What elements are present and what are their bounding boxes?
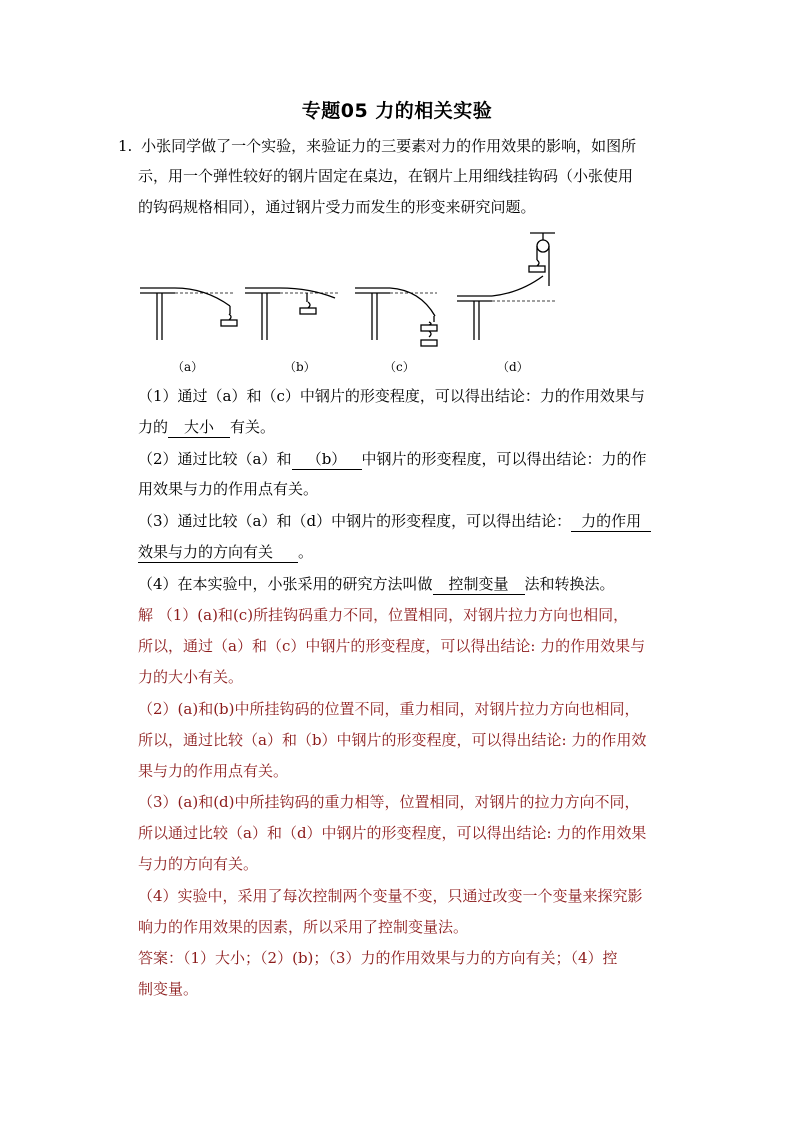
solution-line-4: （2）(a)和(b)中所挂钩码的位置不同，重力相同，对钢片拉力方向也相同，	[138, 700, 640, 718]
part-3-suffix: 。	[298, 543, 314, 561]
part-3-blank-2: 效果与力的方向有关	[138, 542, 298, 563]
setup-c	[355, 288, 437, 346]
solution-line-9: 与力的方向有关。	[138, 855, 259, 873]
part-1-line-2	[138, 417, 678, 438]
question-stem-text: 小张同学做了一个实验，来验证力的三要素对力的作用效果的影响，如图所	[141, 137, 637, 155]
part-4-prefix: （4）在本实验中，小张采用的研究方法叫做	[138, 575, 433, 593]
solution-line-7: （3）(a)和(d)中所挂钩码的重力相等，位置相同，对钢片的拉力方向不同，	[138, 793, 640, 811]
part-1-suffix: 有关。	[230, 418, 276, 436]
solution-line-8: 所以通过比较（a）和（d）中钢片的形变程度，可以得出结论: 力的作用效果	[138, 824, 647, 842]
page-title: 专题05 力的相关实验	[301, 100, 493, 122]
setup-b	[245, 288, 340, 340]
figure-label-b: （b）	[284, 360, 316, 374]
part-4-blank: 控制变量	[433, 574, 525, 595]
part-3-line-2	[138, 542, 678, 563]
part-2-suffix: 中钢片的形变程度，可以得出结论：力的作	[361, 450, 647, 468]
part-3-line-1	[138, 511, 678, 532]
part-2-line-2: 用效果与力的作用点有关。	[138, 480, 319, 498]
part-1-prefix: 力的	[138, 418, 169, 436]
solution-line-2: 所以，通过（a）和（c）中钢片的形变程度，可以得出结论: 力的作用效果与	[138, 637, 646, 655]
question-stem-line-2: 示，用一个弹性较好的钢片固定在桌边，在钢片上用细线挂钩码（小张使用	[138, 167, 634, 185]
setup-d	[457, 233, 555, 340]
part-2-line-1	[138, 449, 678, 470]
question-stem-line-1	[118, 136, 658, 156]
figure-label-a: （a）	[172, 360, 204, 374]
figure-label-d: （d）	[497, 360, 529, 374]
solution-line-10: （4）实验中，采用了每次控制两个变量不变，只通过改变一个变量来探究影	[138, 887, 643, 905]
answer-line-1	[138, 948, 678, 968]
part-3-blank-1: 力的作用	[571, 511, 651, 532]
figure-label-c: （c）	[384, 360, 415, 374]
part-4-suffix: 法和转换法。	[524, 575, 615, 593]
steel-strip-diagram	[135, 228, 565, 378]
question-number: 1.	[118, 137, 133, 155]
part-1-line-1: （1）通过（a）和（c）中钢片的形变程度，可以得出结论：力的作用效果与	[138, 387, 645, 405]
setup-a	[140, 288, 237, 340]
answer-line-2: 制变量。	[138, 980, 199, 998]
solution-line-3: 力的大小有关。	[138, 668, 244, 686]
experiment-figure	[135, 228, 565, 378]
part-2-blank: （b）	[292, 449, 362, 470]
solution-line-5: 所以，通过比较（a）和（b）中钢片的形变程度，可以得出结论: 力的作用效	[138, 731, 647, 749]
question-stem-line-3: 的钩码规格相同），通过钢片受力而发生的形变来研究问题。	[138, 198, 536, 216]
part-3-prefix: （3）通过比较（a）和（d）中钢片的形变程度，可以得出结论：	[138, 512, 572, 530]
part-4-line	[138, 574, 678, 595]
solution-line-6: 果与力的作用点有关。	[138, 762, 289, 780]
part-2-prefix: （2）通过比较（a）和	[138, 450, 292, 468]
solution-line-1: 解 （1）(a)和(c)所挂钩码重力不同，位置相同，对钢片拉力方向也相同，	[138, 606, 629, 624]
solution-line-11: 响力的作用效果的因素，所以采用了控制变量法。	[138, 918, 469, 936]
answer-label: 答案：	[138, 949, 184, 967]
answer-text: （1）大小；（2）(b)；（3）力的作用效果与力的方向有关；（4）控	[183, 949, 618, 967]
part-1-blank: 大小	[168, 417, 230, 438]
